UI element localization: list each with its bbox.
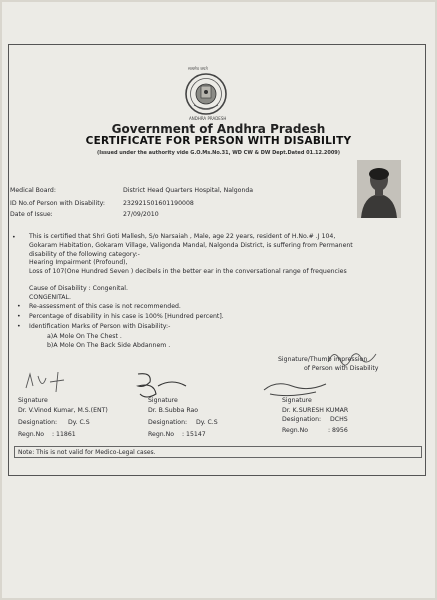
bullet: • <box>17 303 21 310</box>
certify-line-3: disability of the following category:- <box>29 251 140 258</box>
validity-note: Note: This is not valid for Medico-Legal cases. <box>14 446 422 458</box>
emblem-caption: सत्यमेव जयते <box>188 66 208 71</box>
authority-line: (Issued under the authority vide G.O.Ms.No.31, WD CW & DW Dept.Dated 01.12.2009) <box>96 150 341 156</box>
certify-line-5: Loss of 107(One Hundred Seven ) decibels in the better ear in the conversational range of frequencies <box>29 268 347 275</box>
regn-label-3: Regn.No <box>282 427 309 434</box>
cause-value: CONGENITAL. <box>29 294 71 301</box>
designation-value-3: DCHS <box>330 416 348 423</box>
date-label: Date of Issue: <box>10 211 53 218</box>
signature-label-1: Signature <box>18 397 48 404</box>
certify-line-2: Gokaram Habitation, Gokaram Village, Valigonda Mandal, Nalgonda District, is suffering from Permanent <box>29 242 353 249</box>
medical-board-label: Medical Board: <box>10 187 56 194</box>
reassessment-line: Re-assessment of this case is not recommended. <box>29 303 181 310</box>
designation-label-2: Designation: <box>148 419 188 426</box>
regn-value-2: : 15147 <box>182 431 206 438</box>
thumb-caption-2: of Person with Disability <box>304 365 379 372</box>
designation-label-1: Designation: <box>18 419 58 426</box>
designation-label-3: Designation: <box>282 416 322 423</box>
certificate-title: CERTIFICATE FOR PERSON WITH DISABILITY <box>85 135 352 147</box>
state-emblem-icon <box>184 72 228 116</box>
bullet: • <box>12 234 16 241</box>
regn-label-1: Regn.No <box>18 431 45 438</box>
regn-value-1: : 11861 <box>52 431 76 438</box>
mark-b: b)A Mole On The Back Side Abdannem . <box>47 342 171 349</box>
signatory-name-1: Dr. V.Vinod Kumar, M.S.(ENT) <box>18 407 108 414</box>
regn-value-3: : 8956 <box>328 427 348 434</box>
certify-line-1: This is certified that Shri Goti Mallesh, S/o Narsaiah , Male, age 22 years, resident of H.No.# .J 104, <box>29 233 336 240</box>
mark-a: a)A Mole On The Chest . <box>47 333 122 340</box>
signature-label-3: Signature <box>282 397 312 404</box>
id-label: ID No.of Person with Disability: <box>10 200 105 207</box>
signatory-name-2: Dr. B.Subba Rao <box>148 407 199 414</box>
thumb-caption-1: Signature/Thumb impression <box>278 356 368 363</box>
percentage-line: Percentage of disability in his case is 100% [Hundred percent]. <box>29 313 224 320</box>
bullet: • <box>17 313 21 320</box>
signature-label-2: Signature <box>148 397 178 404</box>
signatory-name-3: Dr. K.SURESH KUMAR <box>282 407 349 414</box>
designation-value-2: Dy. C.S <box>196 419 218 426</box>
government-heading: Government of Andhra Pradesh <box>111 122 326 136</box>
marks-heading: Identification Marks of Person with Disability:- <box>29 323 171 330</box>
date-value: 27/09/2010 <box>123 211 159 218</box>
signature-scribble-1 <box>20 368 80 396</box>
certify-line-4: Hearing Impairment (Profound), <box>29 259 128 266</box>
regn-label-2: Regn.No <box>148 431 175 438</box>
id-value: 232921501601190008 <box>123 200 194 207</box>
bullet: • <box>17 323 21 330</box>
emblem-subtitle: ANDHRA PRADESH <box>189 116 227 121</box>
person-photo <box>357 160 401 218</box>
designation-value-1: Dy. C.S <box>68 419 90 426</box>
cause-line: Cause of Disability : Congenital. <box>29 285 128 292</box>
medical-board-value: District Head Quarters Hospital, Nalgonda <box>123 187 254 194</box>
